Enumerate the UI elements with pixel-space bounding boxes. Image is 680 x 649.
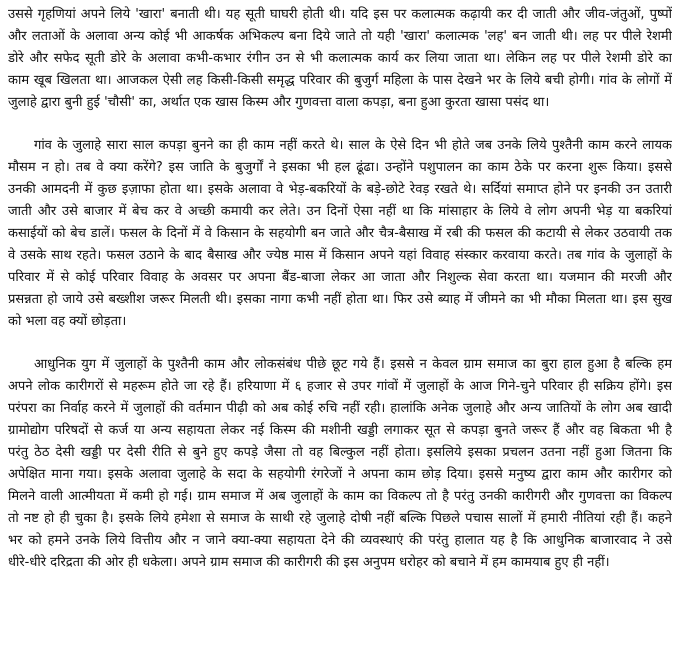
text-line: गांव के जुलाहे सारा साल कपड़ा बुनने का ही काम नहीं करते थे। साल के ऐसे दिन भी होते जब उनके लिये पुश्तैनी काम करने लायक — [34, 138, 672, 153]
text-line: परंतु ठेठ देसी खड्डी पर देसी रीति से बुने हुए कपड़े जैसा तो वह बिल्कुल नहीं होता। इसलिये इसका प्रचलन उतना नहीं हुआ जितना कि — [8, 445, 672, 460]
text-line: मौसम न हो। तब वे क्या करेंगे? इस जाति के बुजुर्गों ने इसका भी हल ढूंढा। उन्होंने पशुपालन का काम ठेके पर करना शुरू किया। इससे — [8, 160, 672, 175]
text-line: परिवार में से कोई परिवार विवाह के अवसर पर अपना बैंड-बाजा लेकर आ जाता और निशुल्क सेवा करता था। यजमान की मरजी और — [8, 270, 672, 285]
text-line: मिलने वाली आत्मीयता में कमी हो गई। ग्राम समाज में अब जुलाहों के काम का विकल्प तो है परंतु उनकी कारीगरी और गुणवत्ता का विकल्प — [8, 489, 672, 504]
text-line: ग्रामोद्योग परिषदों से कर्ज या अन्य सहायता लेकर नई किस्म की मशीनी खड्डी लगाकर सूत से कपड़ा बुनते जरूर हैं और वह बिकता भी है — [8, 423, 672, 438]
text-line: वे उसके साथ रहते। फसल उठाने के बाद बैसाख और ज्येष्ठ मास में किसान अपने यहां विवाह संस्कार करवाया करते। तब गांव के जुलाहों के — [8, 248, 672, 263]
paragraph-gap — [8, 114, 672, 135]
text-line: प्रसन्नता हो जाये उसे बख्शीश जरूर मिलती थी। इसका नागा कभी नहीं होता था। फिर उसे ब्याह में जीमने का भी मौका मिलता था। इस सुख — [8, 292, 672, 307]
paragraph-3 — [8, 354, 672, 574]
text-line: अपने लोक कारीगरों से महरूम होते जा रहे हैं। हरियाणा में ६ हजार से उपर गांवों में जुलाहों के आज गिने-चुने परिवार ही सक्रिय होंगे। इस — [8, 379, 672, 394]
text-line: जाती और उसे बाजार में बेच कर वे अच्छी कमायी कर लेते। उन दिनों ऐसा नहीं था कि मांसाहार के लिये वे लोग अपनी भेड़ या बकरियां — [8, 204, 672, 219]
text-line: डोरे और सफेद सूती डोरे के अलावा कभी-कभार रंगीन उन से भी कलात्मक कार्य कर लिया जाता था। लेकिन लह पर पीले रेशमी डोरे का — [8, 51, 672, 66]
text-line: जुलाहे द्वारा बुनी हुई 'चौसी' का, अर्थात एक खास किस्म और गुणवत्ता वाला कपड़ा, बना हुआ कुरता खासा पसंद था। — [8, 95, 550, 110]
text-line: आधुनिक युग में जुलाहों के पुश्तैनी काम और लोकसंबंध पीछे छूट गये हैं। इससे न केवल ग्राम समाज का बुरा हाल हुआ है बल्कि हम — [34, 357, 672, 372]
text-line: और लताओं के अलावा अन्य कोई भी आकर्षक अभिकल्प बना दिये जाते तो यही 'खारा' कलात्मक 'लह' बन जाती थी। लह पर पीले रेशमी — [8, 29, 672, 44]
text-line: तो नष्ट हो ही चुका है। इसके लिये हमेशा से समाज के साथी रहे जुलाहे दोषी नहीं बल्कि पिछले पचास सालों में हमारी नीतियां रही हैं। कहने — [8, 511, 672, 526]
paragraph-2 — [8, 135, 672, 333]
text-line: को भला वह क्यों छोड़ता। — [8, 314, 127, 329]
text-line: काम खूब खिलता था। आजकल ऐसी लह किसी-किसी समृद्ध परिवार की बुजुर्ग महिला के पास देखने भर के लिये बची होगी। गांव के लोगों में — [8, 73, 672, 88]
text-line: कसाईयों को बेच डालें। फसल के दिनों में वे किसान के सहयोगी बन जाते और चैत्र-बैसाख में रबी की फसल की कटायी से लेकर उठवायी तक — [8, 226, 672, 241]
paragraph-1 — [8, 4, 672, 114]
text-line: धीरे-धीरे दरिद्रता की ओर ही धकेला। अपने ग्राम समाज की कारीगरी की इस अनुपम धरोहर को बचाने में हम कामयाब हुए ही नहीं। — [8, 555, 610, 570]
text-line: अपेक्षित माना गया। इसके अलावा जुलाहे के सदा के सहयोगी रंगरेजों ने अपना काम छोड़ दिया। इससे मनुष्य द्वारा काम और कारीगर को — [8, 467, 672, 482]
text-line: परंपरा का निर्वाह करने में जुलाहों की वर्तमान पीढ़ी को अब कोई रुचि नहीं रही। हालांकि अनेक जुलाहे और अन्य जातियों के लोग अब खादी — [8, 401, 672, 416]
text-line: उनकी आमदनी में कुछ इज़ाफा होता था। इसके अलावा वे भेड़-बकरियों के बड़े-छोटे रेवड़ रखते थे। सर्दियां समाप्त होने पर इनकी उन उतारी — [8, 182, 672, 197]
text-line: भर को हमने उनके लिये वित्तीय और न जाने क्या-क्या सहायता देने की व्यवस्थाएं की परंतु हालात यह है कि आधुनिक बाजारवाद ने उसे — [8, 533, 672, 548]
paragraph-gap — [8, 333, 672, 354]
text-line: उससे गृहणियां अपने लिये 'खारा' बनाती थी। यह सूती घाघरी होती थी। यदि इस पर कलात्मक कढ़ायी कर दी जाती और जीव-जंतुओं, पुष्पों — [8, 7, 672, 22]
